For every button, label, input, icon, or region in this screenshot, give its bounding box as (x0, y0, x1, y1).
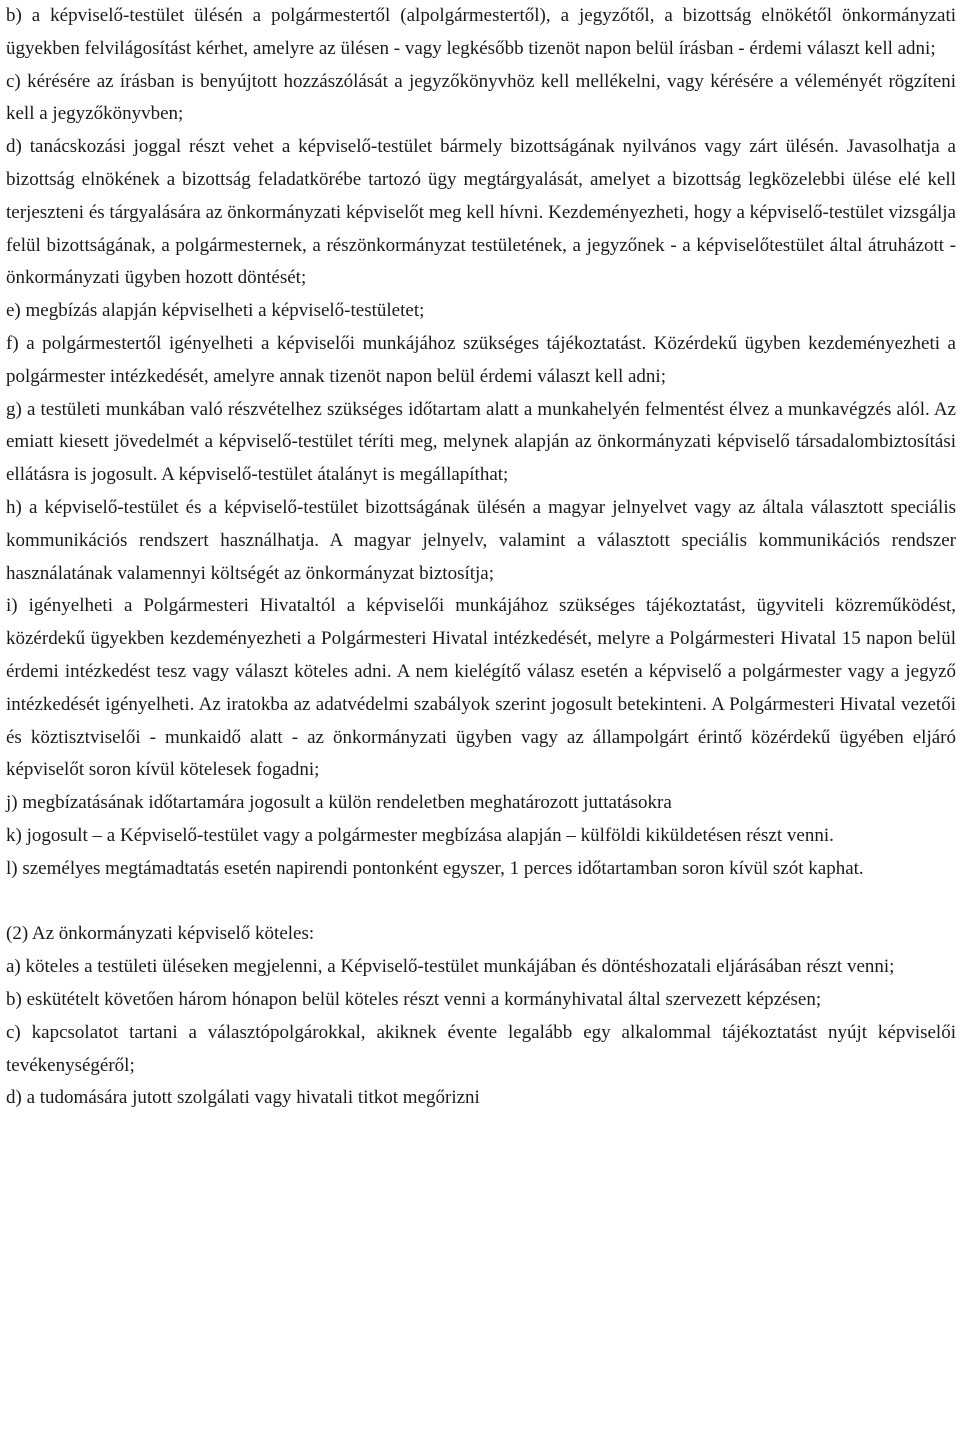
paragraph-l: l) személyes megtámadtatás esetén napirendi pontonként egyszer, 1 perces időtartamban soron kívül szót kaphat. (6, 857, 864, 879)
section-2-paragraph-d: d) a tudomására jutott szolgálati vagy hivatali titkot megőrizni (6, 1087, 480, 1109)
section-2-paragraph-b: b) eskütételt követően három hónapon belül köteles részt venni a kormányhivatal által szervezett képzésen; (6, 988, 822, 1010)
section-2-heading: (2) Az önkormányzati képviselő köteles: (6, 923, 315, 945)
section-2-paragraph-c: c) kapcsolatot tartani a választópolgárokkal, akiknek évente legalább egy alkalommal tájékoztatást nyújt képviselői tevékenységéről; (6, 1021, 956, 1076)
section-spacer (6, 886, 956, 919)
paragraph-j: j) megbízatásának időtartamára jogosult a külön rendeletben meghatározott juttatásokra (6, 792, 672, 814)
document-page (6, 0, 956, 1115)
paragraph-h: h) a képviselő-testület és a képviselő-testület bizottságának ülésén a magyar jelnyelvet vagy az általa választott speciális kommunikációs rendszert használhatja. A magyar jelnyelv, valamint a választott speciális kommunikációs rendszer használatának valamennyi költségét az önkormányzat biztosítja; (6, 496, 956, 584)
paragraph-i: i) igényelheti a Polgármesteri Hivataltól a képviselői munkájához szükséges tájékoztatást, ügyviteli közreműködést, közérdekű ügyekben kezdeményezheti a Polgármesteri Hivatal intézkedését, melyre a Polgármesteri Hivatal 15 napon belül érdemi intézkedést tesz vagy választ köteles adni. A nem kielégítő válasz esetén a képviselő a polgármester vagy a jegyző intézkedését igényelheti. Az iratokba az adatvédelmi szabályok szerint jogosult betekinteni. A Polgármesteri Hivatal vezetői és köztisztviselői - munkaidő alatt - az önkormányzati ügyben vagy az állampolgárt érintő közérdekű ügyében eljáró képviselőt soron kívül kötelesek fogadni; (6, 595, 956, 781)
paragraph-g: g) a testületi munkában való részvételhez szükséges időtartam alatt a munkahelyén felmentést élvez a munkavégzés alól. Az emiatt kiesett jövedelmét a képviselő-testület téríti meg, melynek alapján az önkormányzati képviselő társadalombiztosítási ellátásra is jogosult. A képviselő-testület átalányt is megállapíthat; (6, 398, 956, 486)
section-2-paragraph-a: a) köteles a testületi üléseken megjelenni, a Képviselő-testület munkájában és döntéshozatali eljárásában részt venni; (6, 956, 895, 978)
paragraph-f: f) a polgármestertől igényelheti a képviselői munkájához szükséges tájékoztatást. Közérdekű ügyben kezdeményezheti a polgármester intézkedését, amelyre annak tizenöt napon belül érdemi választ kell adni; (6, 332, 956, 387)
paragraph-b: b) a képviselő-testület ülésén a polgármestertől (alpolgármestertől), a jegyzőtől, a bizottság elnökétől önkormányzati ügyekben felvilágosítást kérhet, amelyre az ülésen - vagy legkésőbb tizenöt napon belül írásban - érdemi választ kell adni; (6, 5, 956, 59)
paragraph-d: d) tanácskozási joggal részt vehet a képviselő-testület bármely bizottságának nyilvános vagy zárt ülésén. Javasolhatja a bizottság elnökének a bizottság feladatkörébe tartozó ügy megtárgyalását, amelyet a bizottság legközelebbi ülése elé kell terjeszteni és tárgyalására az önkormányzati képviselőt meg kell hívni. Kezdeményezheti, hogy a képviselő-testület vizsgálja felül bizottságának, a polgármesternek, a részönkormányzat testületének, a jegyzőnek - a képviselőtestület által átruházott - önkormányzati ügyben hozott döntését; (6, 136, 956, 289)
paragraph-k: k) jogosult – a Képviselő-testület vagy a polgármester megbízása alapján – külföldi kiküldetésen részt venni. (6, 824, 834, 846)
paragraph-e: e) megbízás alapján képviselheti a képviselő-testületet; (6, 300, 425, 322)
paragraph-c: c) kérésére az írásban is benyújtott hozzászólását a jegyzőkönyvhöz kell mellékelni, vagy kérésére a véleményét rögzíteni kell a jegyzőkönyvben; (6, 70, 956, 125)
